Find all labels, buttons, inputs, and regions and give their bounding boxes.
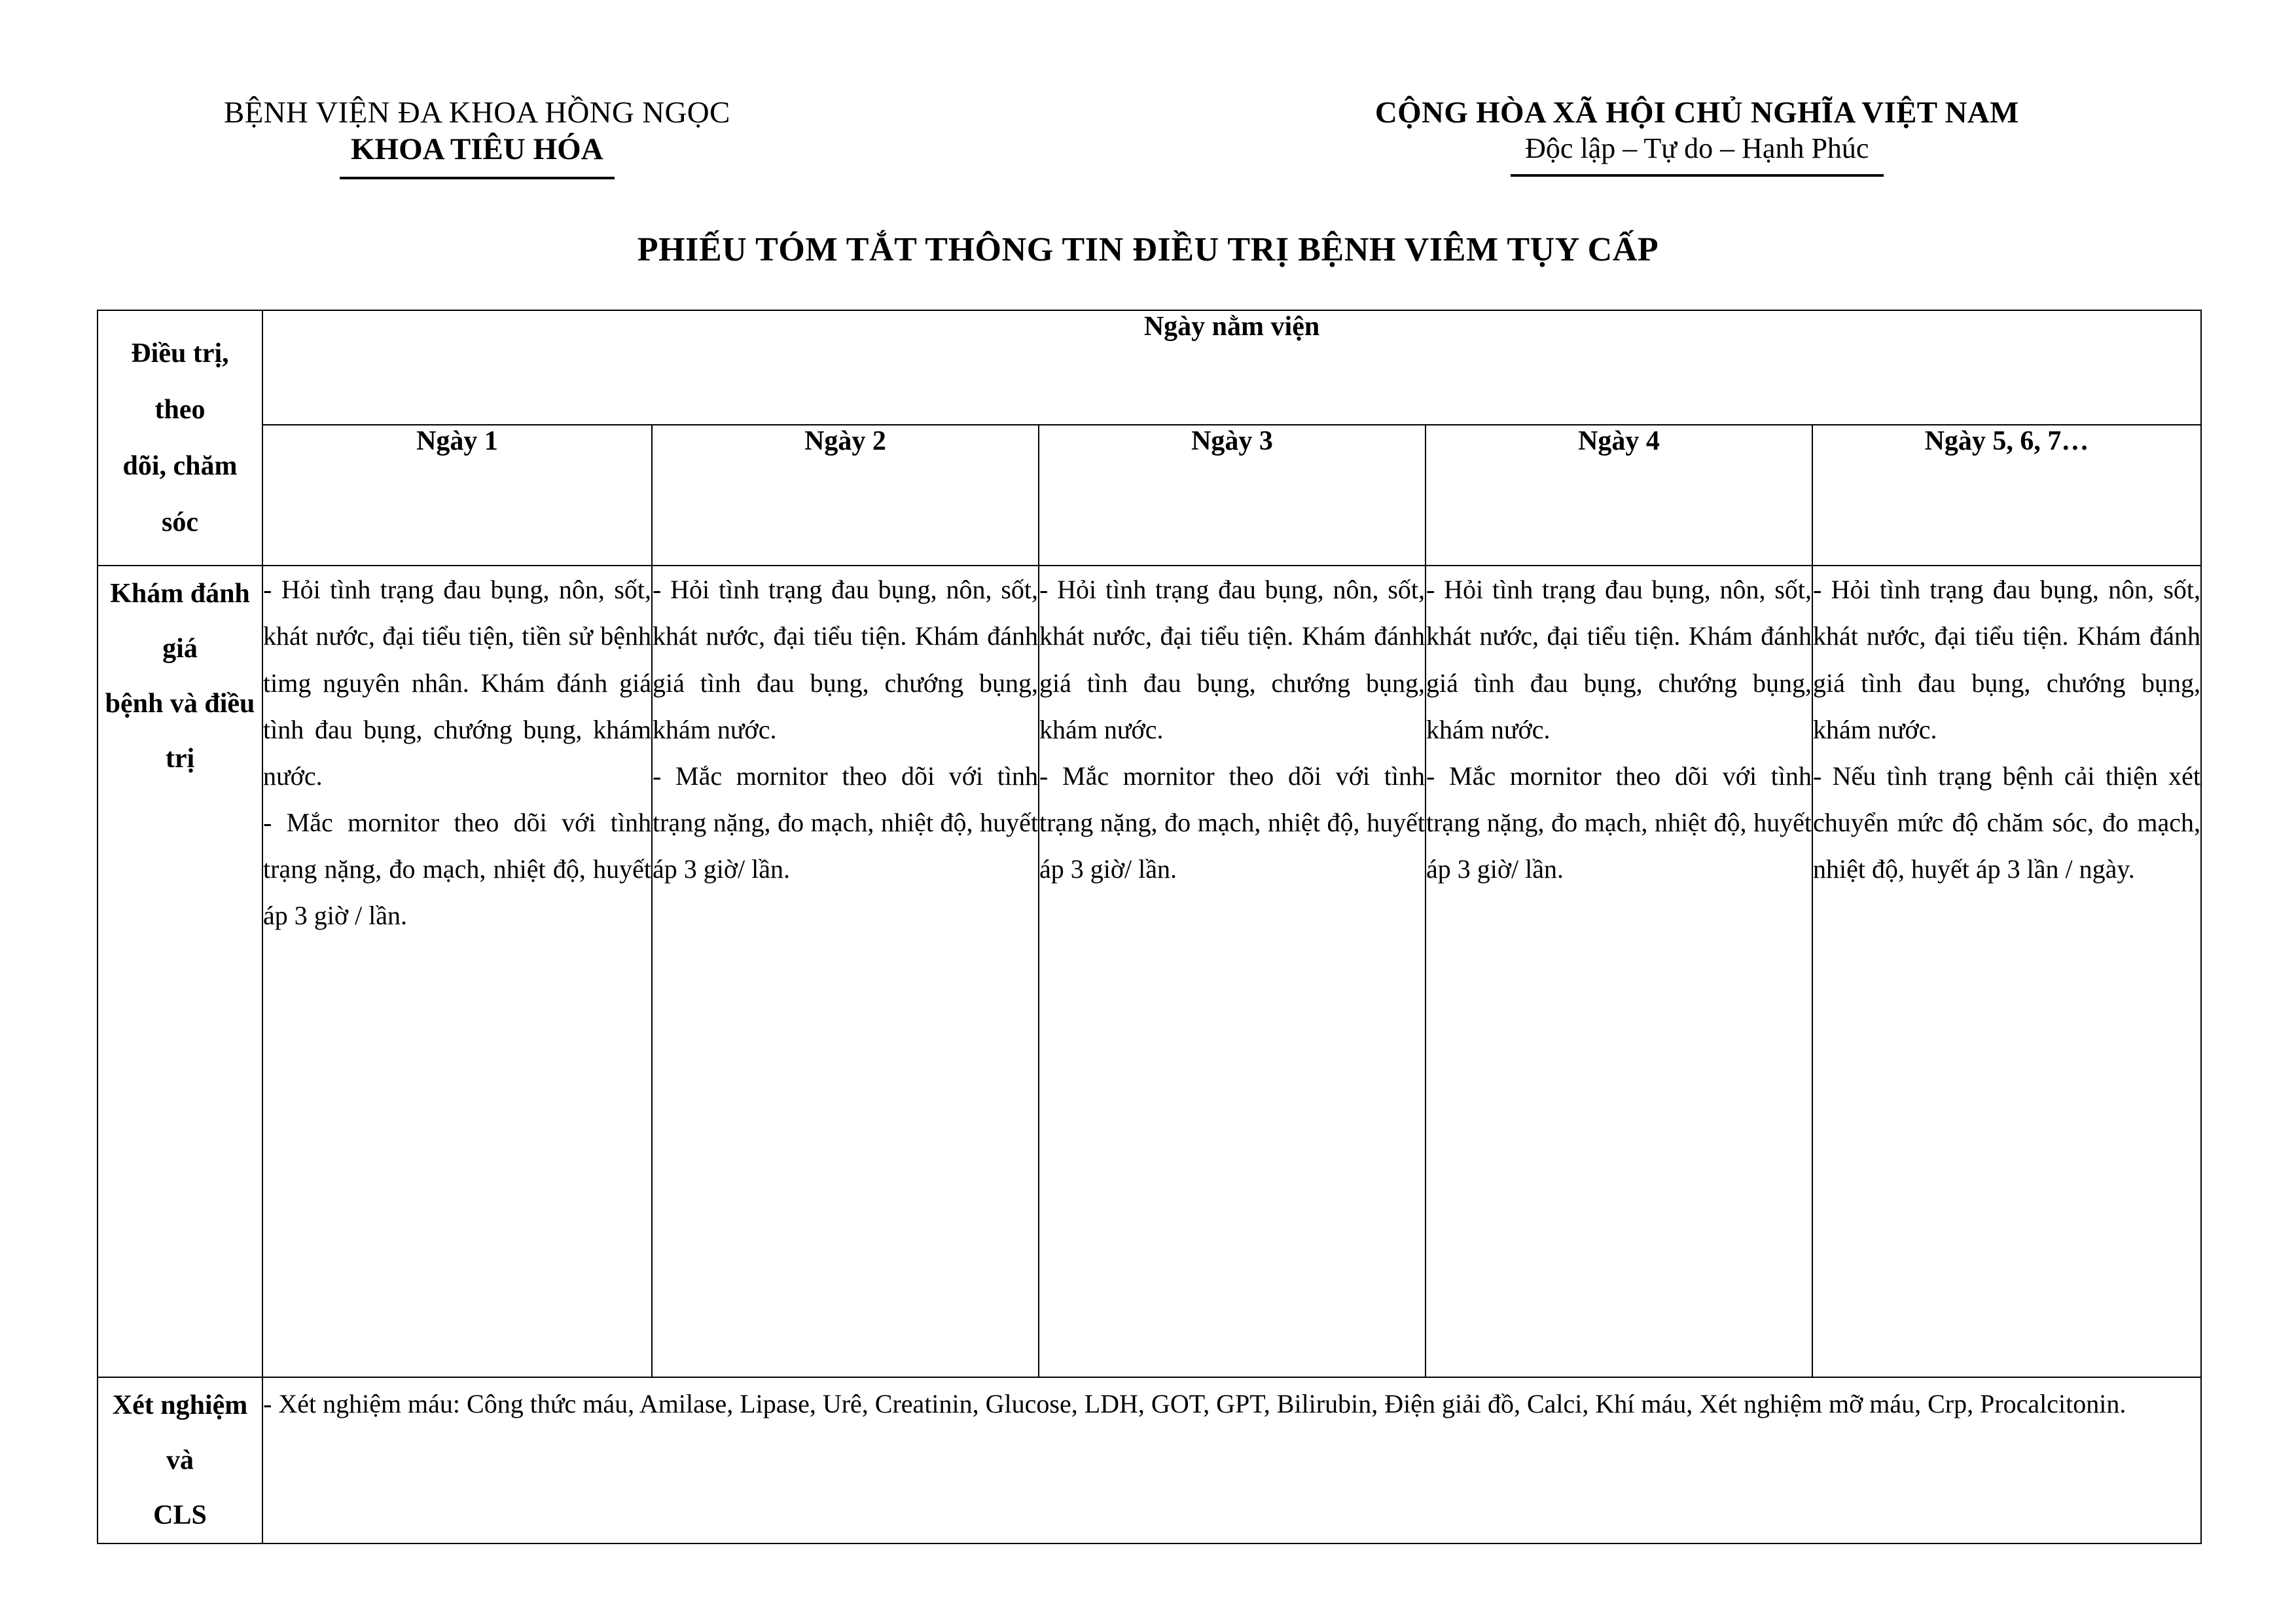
- header-day-4: Ngày 4: [1426, 425, 1812, 566]
- cell-exam-day-3-para-2: - Mắc mornitor theo dõi với tình trạng nặng, đo mạch, nhiệt độ, huyết áp 3 giờ/ lần.: [1039, 761, 1425, 884]
- row-label-exam-line-2: bệnh và điều trị: [105, 689, 255, 774]
- cell-exam-day-3: [1039, 566, 1426, 1377]
- cell-exam-day-2-para-2: - Mắc mornitor theo dõi với tình trạng nặng, đo mạch, nhiệt độ, huyết áp 3 giờ/ lần.: [653, 761, 1038, 884]
- hospital-header-underline: [340, 177, 615, 179]
- cell-exam-day-5-para-1: - Hỏi tình trạng đau bụng, nôn, sốt, khát nước, đại tiểu tiện. Khám đánh giá tình đau bụng, chướng bụng, khám nước.: [1813, 575, 2201, 744]
- treatment-table-container: [0, 310, 2296, 1544]
- header-treatment-line-2: dõi, chăm sóc: [122, 450, 238, 538]
- header-day-1: Ngày 1: [262, 425, 652, 566]
- national-motto: Độc lập – Tự do – Hạnh Phúc: [1525, 132, 1869, 165]
- national-header-underline: [1511, 174, 1884, 177]
- header-treatment-column: [98, 310, 262, 566]
- cell-exam-day-2-para-1: - Hỏi tình trạng đau bụng, nôn, sốt, khát nước, đại tiểu tiện. Khám đánh giá tình đau bụng, chướng bụng, khám nước.: [653, 575, 1038, 744]
- row-label-exam-line-1: Khám đánh giá: [110, 579, 250, 664]
- cell-exam-day-4-para-1: - Hỏi tình trạng đau bụng, nôn, sốt, khát nước, đại tiểu tiện. Khám đánh giá tình đau bụng, chướng bụng, khám nước.: [1426, 575, 1812, 744]
- table-row-exam-treatment: [98, 566, 2201, 1377]
- cell-exam-day-5-para-2: - Nếu tình trạng bệnh cải thiện xét chuyển mức độ chăm sóc, đo mạch, nhiệt độ, huyết áp 3 lần / ngày.: [1813, 761, 2201, 884]
- cell-exam-day-4: [1426, 566, 1812, 1377]
- header-treatment-line-1: Điều trị, theo: [131, 338, 229, 425]
- page-title: PHIẾU TÓM TẮT THÔNG TIN ĐIỀU TRỊ BỆNH VIÊM TỤY CẤP: [637, 230, 1659, 268]
- department-name: KHOA TIÊU HÓA: [350, 132, 603, 167]
- row-label-exam-treatment: [98, 566, 262, 1377]
- country-name: CỘNG HÒA XÃ HỘI CHỦ NGHĨA VIỆT NAM: [1374, 96, 2019, 130]
- cell-exam-day-4-para-2: - Mắc mornitor theo dõi với tình trạng nặng, đo mạch, nhiệt độ, huyết áp 3 giờ/ lần.: [1426, 761, 1812, 884]
- table-row-lab-tests: [98, 1377, 2201, 1543]
- hospital-name: BỆNH VIỆN ĐA KHOA HỒNG NGỌC: [224, 96, 730, 130]
- national-header: [1196, 95, 2198, 177]
- table-body: [98, 566, 2201, 1543]
- cell-exam-day-1: [262, 566, 652, 1377]
- table-head: [98, 310, 2201, 566]
- header-day-3: Ngày 3: [1039, 425, 1426, 566]
- hospital-header: [98, 95, 856, 179]
- row-label-lab-tests: [98, 1377, 262, 1543]
- table-header-row-days: [98, 425, 2201, 566]
- header-day-5-6-7: Ngày 5, 6, 7…: [1812, 425, 2201, 566]
- cell-exam-day-1-para-1: - Hỏi tình trạng đau bụng, nôn, sốt, khát nước, đại tiểu tiện, tiền sử bệnh timg nguyên nhân. Khám đánh giá tình đau bụng, chướng bụng, khám nước.: [263, 575, 651, 791]
- table-header-row-group: [98, 310, 2201, 425]
- cell-exam-day-3-para-1: - Hỏi tình trạng đau bụng, nôn, sốt, khát nước, đại tiểu tiện. Khám đánh giá tình đau bụng, chướng bụng, khám nước.: [1039, 575, 1425, 744]
- cell-exam-day-5-6-7: [1812, 566, 2201, 1377]
- cell-exam-day-1-para-2: - Mắc mornitor theo dõi với tình trạng nặng, đo mạch, nhiệt độ, huyết áp 3 giờ / lần.: [263, 808, 651, 931]
- header-day-2: Ngày 2: [652, 425, 1039, 566]
- cell-lab-tests-content: - Xét nghiệm máu: Công thức máu, Amilase, Lipase, Urê, Creatinin, Glucose, LDH, GOT, GPT, Bilirubin, Điện giải đồ, Calci, Khí máu, Xét nghiệm mỡ máu, Crp, Procalcitonin.: [262, 1377, 2201, 1543]
- document-header: [0, 0, 2296, 179]
- treatment-table: [97, 310, 2202, 1544]
- header-hospital-days: Ngày nằm viện: [262, 310, 2201, 425]
- cell-exam-day-2: [652, 566, 1039, 1377]
- row-label-lab-line-1: Xét nghiệm và: [112, 1390, 248, 1476]
- row-label-lab-line-2: CLS: [153, 1500, 207, 1531]
